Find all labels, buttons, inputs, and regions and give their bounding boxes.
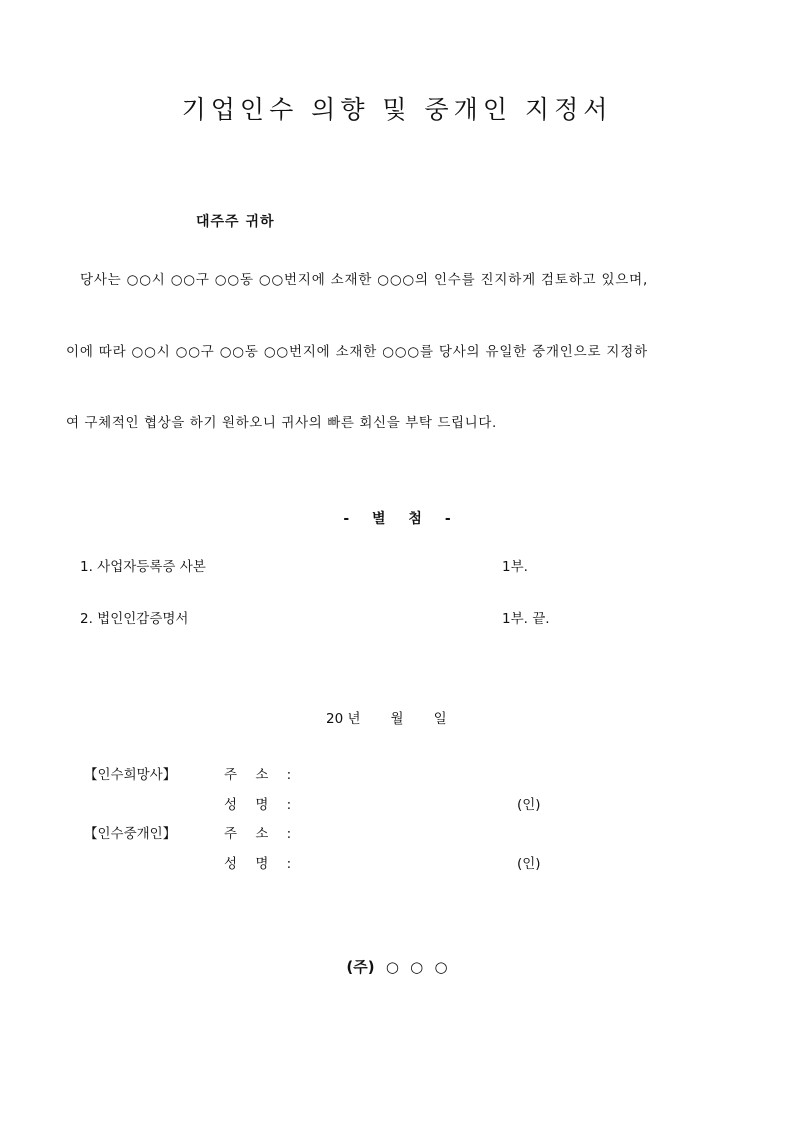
attachment-item-label: 1. 사업자등록증 사본 xyxy=(80,559,206,575)
body-line-1: 당사는 ○○시 ○○구 ○○동 ○○번지에 소재한 ○○○의 인수를 진지하게 검토하고 있으며, xyxy=(80,272,649,288)
attachment-item-label: 2. 법인인감증명서 xyxy=(80,611,189,627)
seal-mark: (인) xyxy=(517,856,541,872)
company-name: (주) ○ ○ ○ xyxy=(346,958,448,976)
address-label: 주 소 : xyxy=(224,826,292,842)
date-month: 월 xyxy=(390,711,404,727)
attachment-item-count: 1부. 끝. xyxy=(502,611,550,627)
attachments-heading: - 별 첨 - xyxy=(343,511,451,527)
date-line xyxy=(326,707,477,727)
name-label: 성 명 : xyxy=(224,797,292,813)
body-line-3: 여 구체적인 협상을 하기 원하오니 귀사의 빠른 회신을 부탁 드립니다. xyxy=(66,415,497,431)
party-label-buyer: 【인수희망사】 xyxy=(84,767,177,783)
attachment-item-count: 1부. xyxy=(502,559,528,575)
seal-mark: (인) xyxy=(517,797,541,813)
document-title: 기업인수 의향 및 중개인 지정서 xyxy=(181,95,613,124)
addressee: 대주주 귀하 xyxy=(196,214,275,230)
party-label-broker: 【인수중개인】 xyxy=(84,826,177,842)
date-day: 일 xyxy=(433,711,447,727)
name-label: 성 명 : xyxy=(224,856,292,872)
body-line-2: 이에 따라 ○○시 ○○구 ○○동 ○○번지에 소재한 ○○○를 당사의 유일한 중개인으로 지정하 xyxy=(66,344,648,360)
address-label: 주 소 : xyxy=(224,767,292,783)
date-year: 20 년 xyxy=(326,711,361,727)
